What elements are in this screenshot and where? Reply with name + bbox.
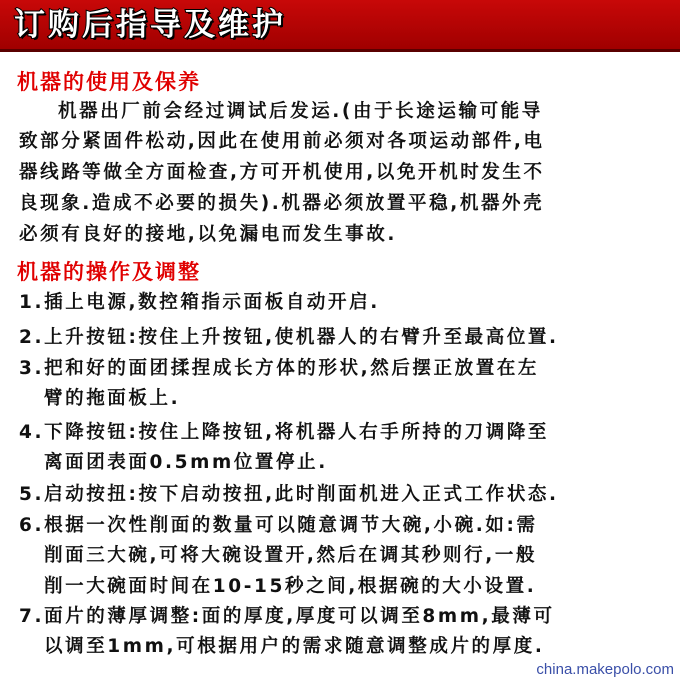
section-heading-operation: 机器的操作及调整 — [17, 260, 201, 284]
usage-line-2: 致部分紧固件松动,因此在使用前必须对各项运动部件,电 — [19, 131, 545, 152]
operation-line-6: 6.根据一次性削面的数量可以随意调节大碗,小碗.如:需 — [19, 515, 538, 536]
operation-line-3b: 臂的拖面板上. — [44, 388, 181, 409]
usage-line-4: 良现象.造成不必要的损失).机器必须放置平稳,机器外壳 — [19, 193, 545, 214]
operation-line-4b: 离面团表面0.5mm位置停止. — [44, 452, 328, 473]
usage-line-5: 必须有良好的接地,以免漏电而发生事故. — [19, 224, 397, 245]
usage-line-3: 器线路等做全方面检查,方可开机使用,以免开机时发生不 — [19, 162, 545, 183]
title-banner — [0, 0, 680, 52]
operation-line-4: 4.下降按钮:按住上降按钮,将机器人右手所持的刀调降至 — [19, 422, 550, 443]
operation-line-3: 3.把和好的面团揉捏成长方体的形状,然后摆正放置在左 — [19, 358, 540, 379]
operation-line-7b: 以调至1mm,可根据用户的需求随意调整成片的厚度. — [44, 636, 545, 657]
operation-line-7: 7.面片的薄厚调整:面的厚度,厚度可以调至8mm,最薄可 — [19, 606, 555, 627]
section-heading-usage: 机器的使用及保养 — [17, 70, 201, 94]
operation-line-2: 2.上升按钮:按住上升按钮,使机器人的右臂升至最高位置. — [19, 327, 559, 348]
operation-line-6b: 削面三大碗,可将大碗设置开,然后在调其秒则行,一般 — [44, 545, 538, 566]
operation-line-6c: 削一大碗面时间在10-15秒之间,根据碗的大小设置. — [44, 576, 537, 597]
operation-line-1: 1.插上电源,数控箱指示面板自动开启. — [19, 292, 380, 313]
operation-line-5: 5.启动按扭:按下启动按扭,此时削面机进入正式工作状态. — [19, 484, 559, 505]
usage-line-1: 机器出厂前会经过调试后发运.(由于长途运输可能导 — [58, 101, 543, 122]
watermark: china.makepolo.com — [536, 661, 674, 678]
banner-title: 订购后指导及维护 — [14, 7, 286, 43]
